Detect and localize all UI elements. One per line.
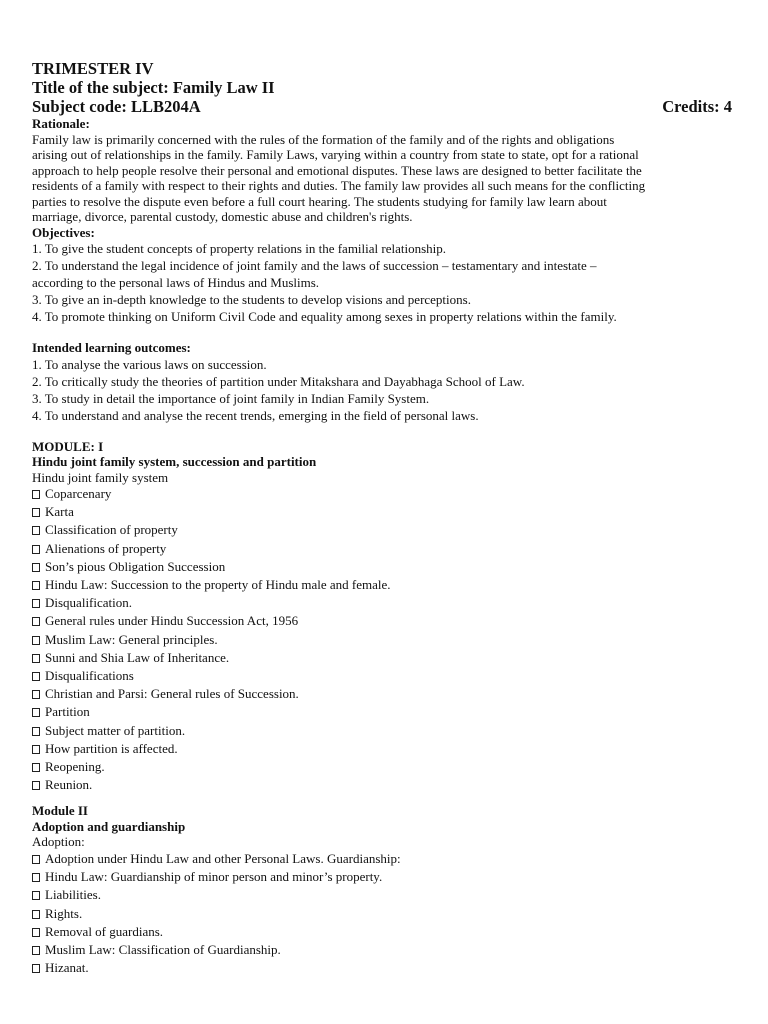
list-item-text: Disqualifications	[45, 668, 134, 684]
module1-topic	[32, 758, 732, 776]
list-item-text: General rules under Hindu Succession Act, 1956	[45, 613, 299, 629]
list-item-text: Christian and Parsi: General rules of Succession.	[45, 686, 299, 702]
module1-topic	[32, 594, 732, 612]
module1-topic	[32, 612, 732, 630]
list-item-text: Subject matter of partition.	[45, 722, 186, 738]
checkbox-bullet-icon	[32, 545, 40, 554]
checkbox-bullet-icon	[32, 508, 40, 517]
list-item-text: Alienations of property	[45, 540, 167, 556]
outcome-item: 3. To study in detail the importance of joint family in Indian Family System.	[32, 390, 430, 406]
module2-list	[32, 850, 732, 977]
checkbox-bullet-icon	[32, 672, 40, 681]
checkbox-bullet-icon	[32, 690, 40, 699]
objective-item: 2. To understand the legal incidence of joint family and the laws of succession – testamentary and intestate –	[32, 258, 597, 273]
checkbox-bullet-icon	[32, 490, 40, 499]
checkbox-bullet-icon	[32, 891, 40, 900]
checkbox-bullet-icon	[32, 946, 40, 955]
module1-topic	[32, 503, 732, 521]
list-item-text: Hizanat.	[45, 960, 89, 976]
checkbox-bullet-icon	[32, 745, 40, 754]
module2-topic	[32, 905, 732, 923]
rationale-line: approach to help people resolve their personal and emotional disputes. These laws are designed to better facilitate the	[32, 162, 642, 178]
outcome-item: 1. To analyse the various laws on succession.	[32, 356, 267, 372]
module1-topic	[32, 521, 732, 539]
module2-topic	[32, 868, 732, 886]
module2-topic	[32, 886, 732, 904]
list-item-text: Adoption under Hindu Law and other Personal Laws. Guardianship:	[45, 850, 401, 866]
list-item-text: Hindu Law: Guardianship of minor person and minor’s property.	[45, 869, 383, 885]
list-item-text: Reunion.	[45, 777, 93, 793]
rationale-line: arising out of relationships in the family. Family Laws, varying within a country from state to state, opt for a rational	[32, 147, 639, 162]
list-item-text: Hindu Law: Succession to the property of Hindu male and female.	[45, 577, 391, 593]
checkbox-bullet-icon	[32, 873, 40, 882]
rationale-line: Family law is primarily concerned with the rules of the formation of the family and of the rights and obligations	[32, 131, 615, 147]
module2-topic	[32, 941, 732, 959]
module2-intro: Adoption:	[32, 834, 85, 850]
module1-topic	[32, 631, 732, 649]
checkbox-bullet-icon	[32, 855, 40, 864]
outcomes-heading: Intended learning outcomes:	[32, 340, 191, 355]
objective-item: 4. To promote thinking on Uniform Civil Code and equality among sexes in property relations within the family.	[32, 309, 617, 324]
list-item-text: How partition is affected.	[45, 740, 178, 756]
module2-topic	[32, 959, 732, 977]
list-item-text: Muslim Law: General principles.	[45, 631, 218, 647]
checkbox-bullet-icon	[32, 599, 40, 608]
rationale-line: marriage, divorce, parental custody, domestic abuse and children's rights.	[32, 209, 413, 224]
module1-topic	[32, 722, 732, 740]
list-item-text: Muslim Law: Classification of Guardianship.	[45, 941, 281, 957]
module1-topic	[32, 667, 732, 685]
module1-topic	[32, 740, 732, 758]
list-item-text: Karta	[45, 504, 74, 520]
subject-title: Title of the subject: Family Law II	[32, 78, 275, 97]
subject-code: Subject code: LLB204A	[32, 97, 201, 116]
module2-topic	[32, 850, 732, 868]
checkbox-bullet-icon	[32, 781, 40, 790]
checkbox-bullet-icon	[32, 636, 40, 645]
module1-topic	[32, 703, 732, 721]
outcome-item: 4. To understand and analyse the recent trends, emerging in the field of personal laws.	[32, 407, 479, 423]
checkbox-bullet-icon	[32, 654, 40, 663]
module1-topic	[32, 685, 732, 703]
module2-heading: Module II	[32, 803, 88, 819]
module1-intro: Hindu joint family system	[32, 469, 169, 485]
checkbox-bullet-icon	[32, 910, 40, 919]
checkbox-bullet-icon	[32, 727, 40, 736]
objective-item: 1. To give the student concepts of property relations in the familial relationship.	[32, 241, 447, 256]
module1-topic	[32, 776, 732, 794]
checkbox-bullet-icon	[32, 526, 40, 535]
trimester-heading: TRIMESTER IV	[32, 59, 154, 78]
module1-topic	[32, 485, 732, 503]
checkbox-bullet-icon	[32, 563, 40, 572]
list-item-text: Son’s pious Obligation Succession	[45, 558, 226, 574]
checkbox-bullet-icon	[32, 964, 40, 973]
module1-list	[32, 485, 732, 794]
checkbox-bullet-icon	[32, 708, 40, 717]
objectives-heading: Objectives:	[32, 224, 95, 240]
document-page	[32, 59, 732, 977]
list-item-text: Rights.	[45, 905, 83, 921]
module1-subheading: Hindu joint family system, succession and partition	[32, 454, 317, 469]
objective-item: according to the personal laws of Hindus and Muslims.	[32, 275, 320, 290]
checkbox-bullet-icon	[32, 617, 40, 626]
list-item-text: Coparcenary	[45, 486, 112, 501]
module1-topic	[32, 576, 732, 594]
objective-item: 3. To give an in-depth knowledge to the students to develop visions and perceptions.	[32, 292, 471, 307]
module2-topic	[32, 923, 732, 941]
module1-topic	[32, 558, 732, 576]
list-item-text: Sunni and Shia Law of Inheritance.	[45, 649, 230, 665]
list-item-text: Classification of property	[45, 522, 178, 538]
outcome-item: 2. To critically study the theories of partition under Mitakshara and Dayabhaga School of Law.	[32, 373, 525, 389]
module1-topic	[32, 649, 732, 667]
checkbox-bullet-icon	[32, 581, 40, 590]
list-item-text: Liabilities.	[45, 887, 101, 903]
rationale-text	[32, 132, 732, 225]
subject-code-row	[32, 97, 732, 116]
list-item-text: Removal of guardians.	[45, 923, 164, 939]
credits: Credits: 4	[662, 97, 732, 116]
checkbox-bullet-icon	[32, 763, 40, 772]
list-item-text: Partition	[45, 704, 90, 720]
list-item-text: Reopening.	[45, 759, 105, 775]
rationale-line: parties to resolve the dispute even before a full court hearing. The students studying for family law learn about	[32, 193, 607, 209]
rationale-heading: Rationale:	[32, 116, 90, 131]
objectives-list	[32, 240, 732, 325]
rationale-line: residents of a family with respect to their rights and duties. The family law provides all such means for the conflicting	[32, 178, 646, 193]
checkbox-bullet-icon	[32, 928, 40, 937]
module2-subheading: Adoption and guardianship	[32, 818, 186, 834]
outcomes-list	[32, 356, 732, 424]
module1-topic	[32, 540, 732, 558]
list-item-text: Disqualification.	[45, 595, 133, 611]
module1-heading: MODULE: I	[32, 438, 104, 454]
